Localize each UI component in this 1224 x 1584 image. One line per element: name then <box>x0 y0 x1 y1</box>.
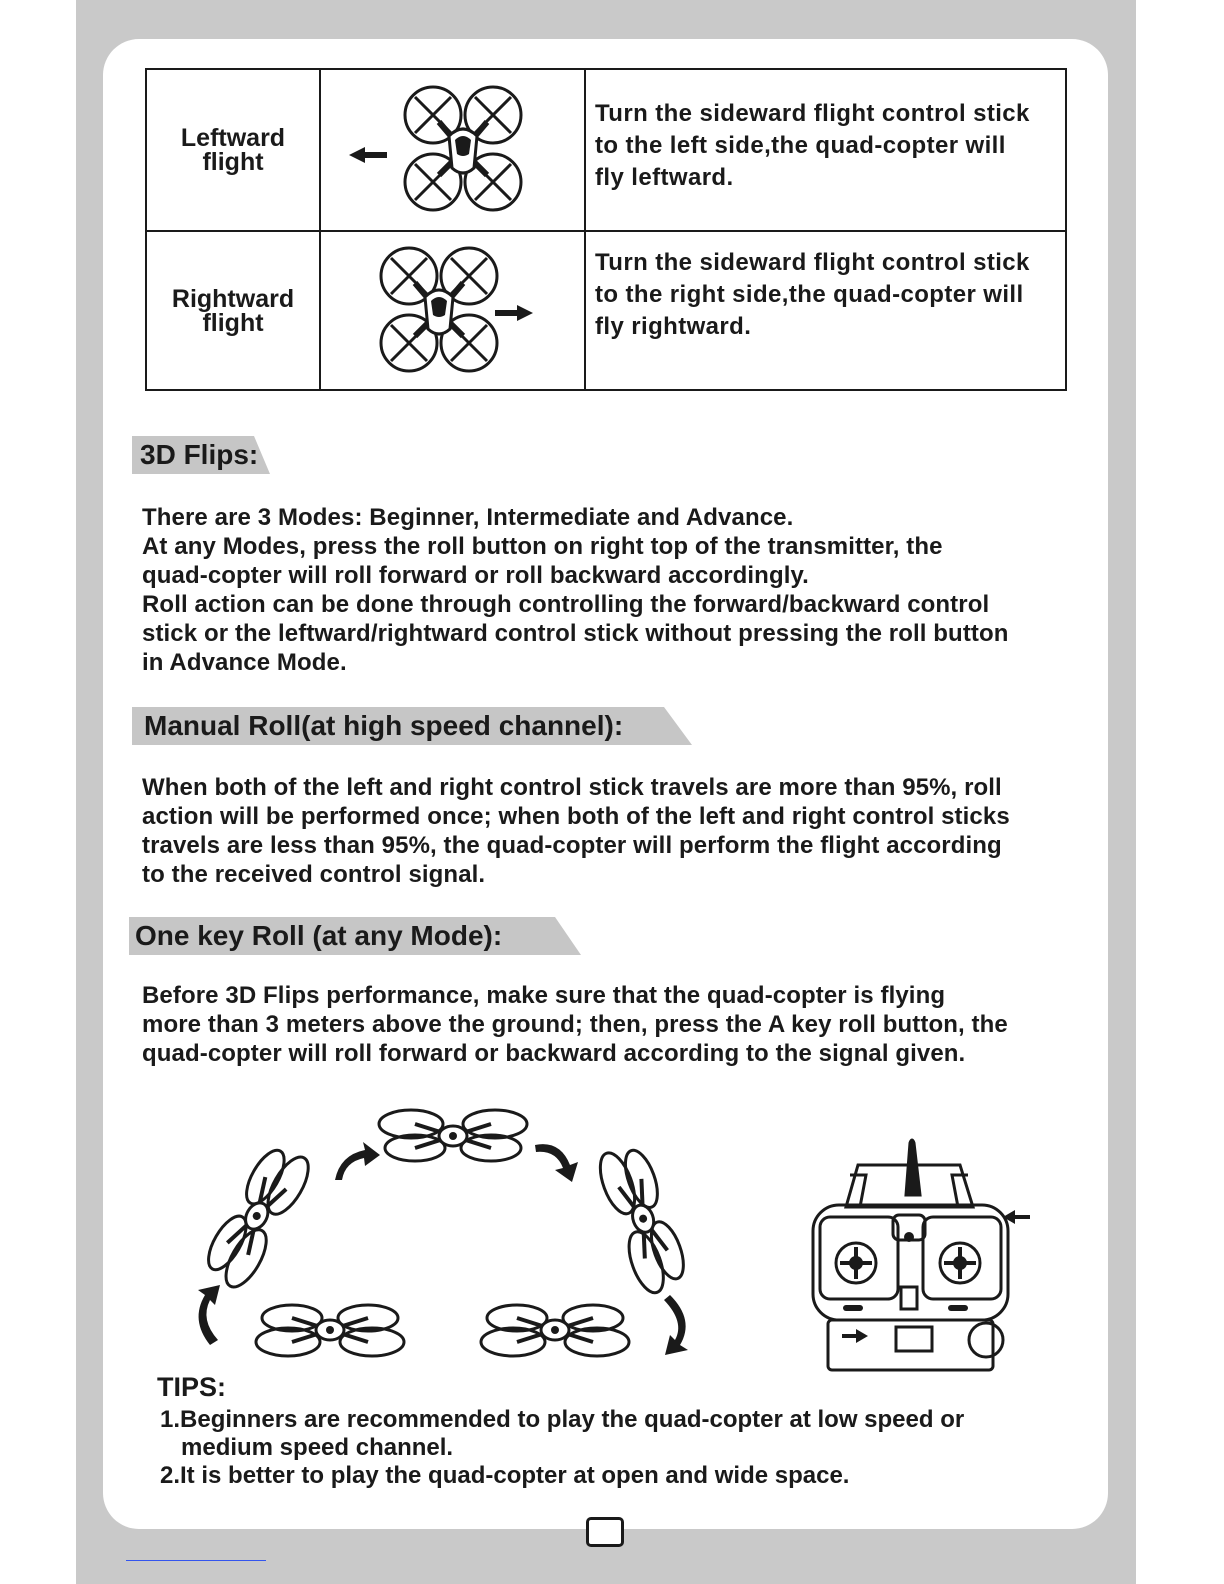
tip-1: 1.Beginners are recommended to play the quad-copter at low speed or <box>160 1406 965 1433</box>
drone-right-icon <box>593 1141 692 1298</box>
tips-list <box>160 1406 964 1490</box>
tip-2: 2.It is better to play the quad-copter at open and wide space. <box>160 1462 850 1489</box>
bottom-link-underline <box>126 1560 266 1561</box>
mode-switch-arrow-icon <box>842 1329 868 1343</box>
drone-bottom-left-icon <box>256 1305 404 1356</box>
heading-manual-roll: Manual Roll(at high speed channel): <box>132 707 694 745</box>
heading-one-key-roll: One key Roll (at any Mode): <box>129 917 583 955</box>
flip-sequence-illustration <box>170 1100 730 1370</box>
rightward-illustration <box>321 231 586 390</box>
leftward-illustration <box>321 70 586 230</box>
drone-top-icon <box>379 1110 527 1161</box>
leftward-description: Turn the sideward flight control stick to the left side,the quad-copter will fly leftward. <box>595 100 1030 191</box>
drone-bottom-right-icon <box>481 1305 629 1356</box>
leftward-label: Leftward flight <box>147 70 321 230</box>
tips-title: TIPS: <box>157 1372 227 1402</box>
arrow-left-icon <box>349 147 387 163</box>
table-row-rightward <box>147 231 1065 390</box>
arrow-right-icon <box>495 305 533 321</box>
heading-3d-flips: 3D Flips: <box>132 436 272 474</box>
manual-roll-paragraph: When both of the left and right control stick travels are more than 95%, roll action will be performed once; when both of the left and right control sticks travels are less than 95%, the quad-copter will perform the flight according to the received control signal. <box>142 774 1010 888</box>
drone-left-icon <box>198 1139 316 1293</box>
page-number-box <box>586 1517 624 1547</box>
tip-1-continued: medium speed channel. <box>181 1434 454 1461</box>
curved-arrows <box>198 1142 688 1355</box>
transmitter-illustration <box>808 1135 1038 1375</box>
drone-leftward-icon <box>321 70 586 230</box>
flight-table <box>145 68 1067 391</box>
table-row-leftward <box>147 70 1065 232</box>
one-key-roll-paragraph: Before 3D Flips performance, make sure that the quad-copter is flying more than 3 meters above the ground; then, press the A key roll button, the quad-copter will roll forward or backward according to the signal given. <box>142 982 1008 1067</box>
rightward-label: Rightward flight <box>147 231 321 390</box>
flips-paragraph: There are 3 Modes: Beginner, Intermediate and Advance. At any Modes, press the roll button on right top of the transmitter, the quad-copter will roll forward or roll backward accordingly. Roll action can be done through controlling the forward/backward control stick or the leftward/rightward control stick without pressing the roll button in Advance Mode. <box>142 504 1009 676</box>
drone-rightward-icon <box>321 231 586 390</box>
rightward-description: Turn the sideward flight control stick to the right side,the quad-copter will fly rightward. <box>595 249 1030 340</box>
